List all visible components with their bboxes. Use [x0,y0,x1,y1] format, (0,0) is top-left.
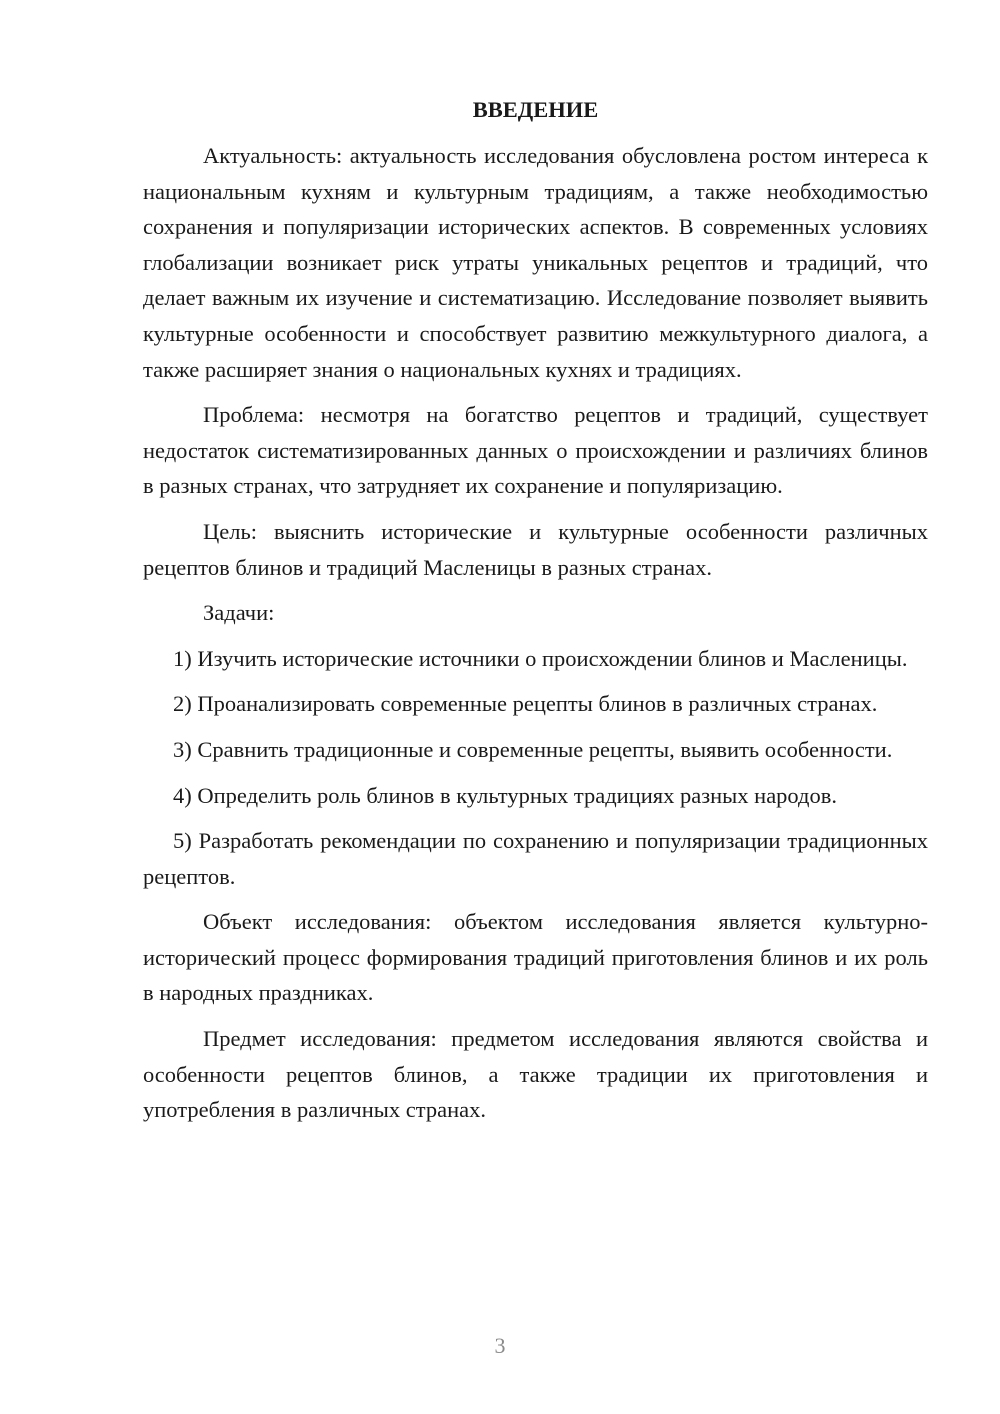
relevance-paragraph: Актуальность: актуальность исследования обусловлена ростом интереса к национальным кухням и культурным традициям, а также необходимостью сохранения и популяризации исторических аспектов. В современных условиях глобализации возникает риск утраты уникальных рецептов и традиций, что делает важным их изучение и систематизацию. Исследование позволяет выявить культурные особенности и способствует развитию межкультурного диалога, а также расширяет знания о национальных кухнях и традициях. [143,143,928,382]
tasks-label: Задачи: [203,600,275,626]
object-paragraph: Объект исследования: объектом исследования является культурно-исторический процесс формирования традиций приготовления блинов и их роль в народных праздниках. [143,909,928,1006]
section-heading: ВВЕДЕНИЕ [472,97,599,122]
task-item-2: 2) Проанализировать современные рецепты блинов в различных странах. [173,691,878,717]
goal-paragraph: Цель: выяснить исторические и культурные особенности различных рецептов блинов и традиций Масленицы в разных странах. [143,518,928,580]
subject-paragraph: Предмет исследования: предметом исследования являются свойства и особенности рецептов блинов, а также традиции их приготовления и употребления в различных странах. [143,1026,928,1123]
problem-paragraph: Проблема: несмотря на богатство рецептов и традиций, существует недостаток систематизированных данных о происхождении и различиях блинов в разных странах, что затрудняет их сохранение и популяризацию. [143,402,928,499]
task-item-1: 1) Изучить исторические источники о происхождении блинов и Масленицы. [173,645,908,671]
page-number: 3 [494,1333,506,1358]
document-page [143,92,928,1128]
task-item-5: 5) Разработать рекомендации по сохранению и популяризации традиционных рецептов. [143,828,928,889]
task-item-3: 3) Сравнить традиционные и современные рецепты, выявить особенности. [173,736,893,762]
task-item-4: 4) Определить роль блинов в культурных традициях разных народов. [173,782,837,808]
